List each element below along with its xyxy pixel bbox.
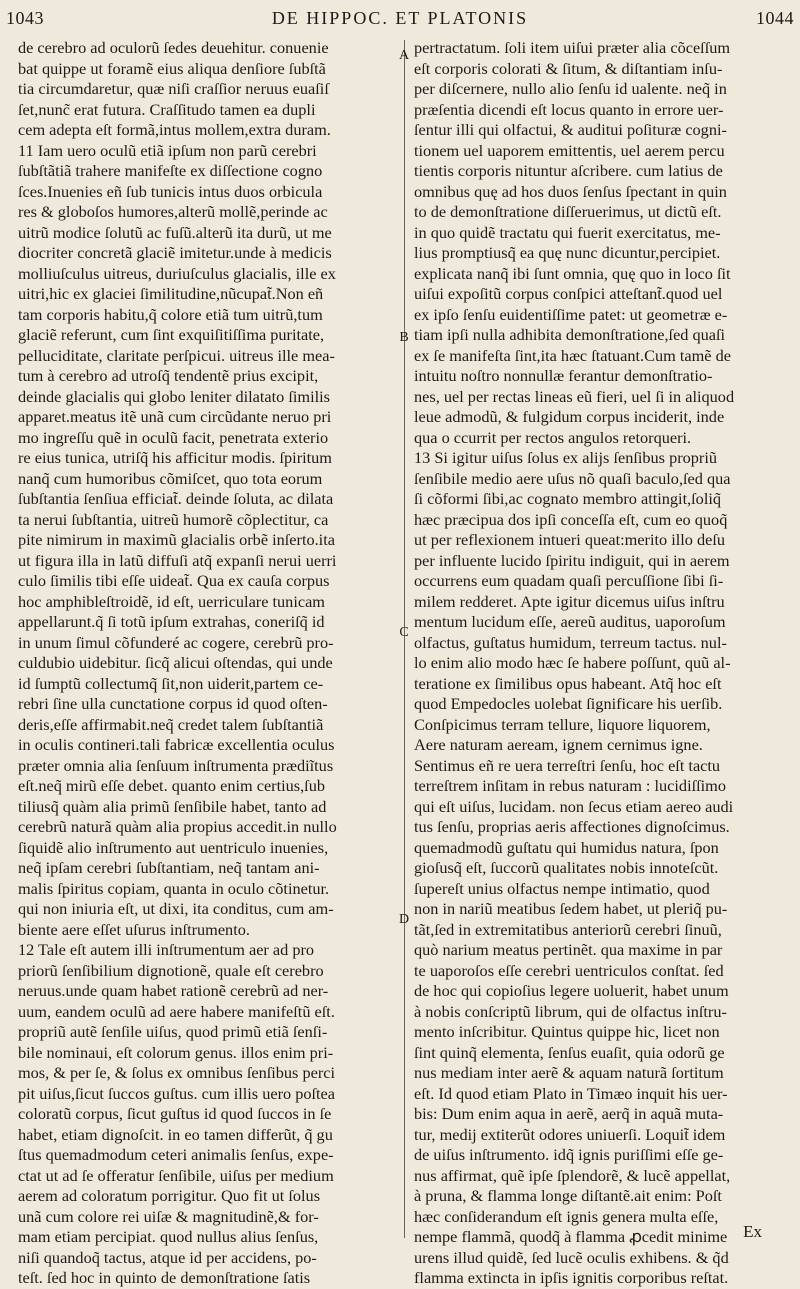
text-line: to de demonſtratione diſſeruerimus, ut dictũ eſt. [414, 202, 722, 221]
text-line: occurrens eum quadam quaſi percuſſione ſibi ſi- [414, 571, 724, 590]
text-line: mam etiam percipiat. quod nullus alius ſenſus, [18, 1227, 319, 1246]
text-line: in oculis contineri.tali fabricæ excellentia oculus [18, 735, 335, 754]
text-line: intuitu noſtro nonnullæ ferantur demonſtratio- [414, 366, 713, 385]
text-line: molliuſculus uitreus, duriuſculus glacialis, ille ex [18, 263, 336, 283]
text-line: tam corporis habitu,q̃ colore etiã tum uitrũ,tum [18, 304, 323, 324]
text-line: qui eſt uiſus, lucidam. non ſecus etiam aereo audi [414, 796, 734, 816]
text-line: ſubſtantia ſenſiua efficiat̃. deinde ſoluta, ac dilata [18, 489, 334, 508]
running-header [6, 8, 794, 34]
text-line: bile nominaui, eſt colorum genus. illos enim pri- [18, 1042, 334, 1062]
text-line: mento inſcribitur. Quintus quippe hic, licet non [414, 1022, 720, 1041]
text-line: neq̃ ipſam cerebri ſubſtantiam, neq̃ tantam ani- [18, 858, 320, 877]
page-number-right: 1044 [756, 8, 794, 28]
text-line: ſet,nunc̃ erat futura. Craſſitudo tamen ea dupli [18, 99, 316, 119]
text-line: ſubſtãtiã trahere manifeſte ex diſſectione cogno [18, 161, 323, 180]
text-line: ex ipſo ſenſu euidentiſſime patet: ut geometræ e- [414, 304, 728, 324]
text-line: tum à cerebro ad utroſq̃ tendentẽ prius excipit, [18, 366, 319, 385]
text-line: te uaporoſos eſſe cerebri uentriculos conſtat. ſed [414, 960, 724, 980]
text-line: præter omnia alia ſenſuum inſtrumenta prædiĩtus [18, 755, 334, 775]
text-line: pite nimirum in maximũ glacialis orbẽ inſerto.ita [18, 530, 335, 549]
text-line: olfactus, guſtatus humidum, terreum tactus. nul- [414, 632, 727, 652]
text-line: culo ſimilis tibi eſſe uideat̃. Qua ex cauſa corpus [18, 571, 330, 590]
text-line: deinde glacialis qui globo leniter dilatato ſimilis [18, 386, 330, 406]
text-line: teſt. ſed hoc in quinto de demonſtratione ſatis [18, 1268, 311, 1287]
text-line: tientis corporis nituntur aſcribere. cum latius de [414, 161, 723, 180]
text-line: tãt,ſed in extremitatibus anteriorũ cerebri ſinuũ, [414, 919, 722, 939]
text-line: pertractatum. ſoli item uiſui præter alia cõceſſum [414, 38, 731, 57]
text-line: tus ſenſu, proprias aeris affectiones dignoſcimus. [414, 817, 730, 836]
text-line: præſentia dicendi eſt locus quanto in errore uer- [414, 99, 724, 119]
text-line: culdubio uidebitur. ſicq̃ alicui oſtendas, qui unde [18, 653, 333, 672]
text-line: id ſumptũ collectumq̃ ſit,non uiderit,partem ce- [18, 673, 324, 693]
text-line: hoc amphibleſtroidẽ, id eſt, uerriculare tunicam [18, 591, 325, 611]
margin-letter-c: C [399, 625, 409, 640]
text-line: tiam ipſi nulla adhibita demonſtratione,ſed quaſi [414, 325, 726, 344]
text-line: aerem ad coloratum porrigitur. Quo fit ut ſolus [18, 1186, 321, 1205]
text-line: ex ſe manifeſta ſint,ita hæc ſtatuant.Cum tamẽ de [414, 345, 731, 365]
text-line: eſt.neq̃ mirũ eſſe debet. quanto enim certius,ſub [18, 776, 325, 795]
text-line: ſint quinq̃ elementa, ſenſus euaſit, quia odorũ ge [414, 1042, 725, 1062]
text-line: habet, etiam dignoſcit. in eo tamen differũt, q̃ gu [18, 1124, 333, 1144]
text-line: lius promptiusq̃ ea quę nunc dicuntur,percipiet. [414, 243, 721, 262]
text-line: nempe flammã, quodq̃ à flamma ꝓcedit minime [414, 1227, 728, 1246]
text-line: non in nariũ meatibus ſedem habet, ut pleriq̃ pu- [414, 899, 728, 918]
margin-letter-b: B [399, 330, 409, 345]
text-line: uiſui expoſitũ corpus conſpici atteſtant̃.quod uel [414, 284, 723, 303]
text-line: Sentimus eñ re uera terreſtri ſenſu, hoc eſt tactu [414, 755, 721, 775]
text-line: mos, & per ſe, & ſolus ex omnibus ſenſibus perci [18, 1063, 335, 1082]
text-line: ſiquidẽ alio inſtrumento aut uentriculo inuenies, [18, 837, 329, 857]
text-line: mo ingreſſu quẽ in oculũ facit, penetrata exterio [18, 427, 329, 447]
text-line: pit uiſus,ſicut ſuccos guſtus. cum illis uero poſtea [18, 1083, 335, 1103]
text-line: à nobis conſcriptũ librum, qui de olfactus inſtru- [414, 1001, 727, 1021]
text-line: in quo quidẽ tractatu qui fuerit exercitatus, me- [414, 222, 721, 242]
text-line: quemadmodũ guſtatu qui humidus natura, ſpon [414, 837, 719, 857]
text-line: malis ſpiritus copiam, quanta in oculo cõtinetur. [18, 878, 330, 898]
text-line: qui non iniuria eſt, ut dixi, ita conditus, cum am- [18, 899, 334, 918]
text-line: quò narium meatus pertinẽt. qua maxime in par [414, 940, 723, 959]
text-line: res & globoſos humores,alterũ mollẽ,perinde ac [18, 202, 328, 221]
text-line: tionem uel uaporem emittentis, uel aerem percu [414, 140, 725, 160]
text-line: cem adepta eſt formã,intus mollem,extra duram. [18, 120, 331, 139]
text-line: ctat ut ad ſe offeratur ſenſibile, uiſus per medium [18, 1165, 334, 1185]
text-line: de hoc qui copioſius legere uoluerit, habet unum [414, 981, 729, 1000]
text-line: tiliusq̃ quàm alia primũ ſenſibile habet, tanto ad [18, 796, 327, 816]
text-line: niſi quandoq̃ tactus, atque id per accidens, po- [18, 1247, 317, 1267]
text-line: uitri,hic ex glaciei ſimilitudine,nũcupat̃.Non eñ [18, 284, 324, 303]
text-line: de cerebro ad oculorũ ſedes deuehitur. conuenie [18, 38, 329, 57]
text-line: mentum lucidum eſſe, aereũ auditus, uaporoſum [414, 612, 726, 631]
text-line: uum, eandem oculũ ad aere habere manifeſtũ eſt. [18, 1001, 335, 1021]
text-line: ut per reflexionem intueri queat:merito illo deſu [414, 530, 726, 549]
catchword: Ex [743, 1222, 762, 1241]
text-line: hæc præcipua dos ipſi conceſſa eſt, cum eo quoq̃ [414, 509, 728, 529]
text-line: propriũ autẽ ſenſile uiſus, quod primũ etiã ſenſi- [18, 1022, 328, 1041]
text-line: nus mediam inter aerẽ & aquam naturã ſortitum [414, 1063, 724, 1082]
text-line: qua o ccurrit per rectos angulos retorqueri. [414, 427, 692, 447]
text-line: tur, medij extiterũt odores uniuerſi. Loquit̃ idem [414, 1124, 726, 1144]
text-line: ut figura illa in latũ diffuſi atq̃ expanſi nerui uerri [18, 550, 337, 570]
text-line: biente aere eſſet uſurus inſtrumento. [18, 919, 250, 939]
text-line: coloratũ corpus, ſicut guſtus id quod ſuccos in ſe [18, 1104, 332, 1123]
text-line: eſt. Id quod etiam Plato in Timæo inquit his uer- [414, 1083, 728, 1103]
text-line: teratione ex ſimilibus opus habeant. Atq̃ hoc eſt [414, 673, 722, 693]
text-line: hæc conſiderandum eſt ignis genera multa eſſe, [414, 1206, 719, 1226]
text-line: lo enim alio modo hæc ſe habere poſſunt, quũ al- [414, 653, 731, 672]
text-line: nes, uel per rectas lineas eũ fieri, uel ſi in aliquod [414, 386, 735, 406]
text-line: deris,eſſe affirmabit.neq̃ credet talem ſubſtantiã [18, 714, 324, 734]
text-line: de uiſus inſtrumento. idq̃ ignis puriſſimi eſſe ge- [414, 1145, 724, 1164]
text-line: ta nerui ſubſtantia, uitreũ humorẽ cõplectitur, ca [18, 509, 329, 529]
text-line: urens illud quidẽ, ſed lucẽ oculis exhibens. & q̃d [414, 1247, 729, 1267]
text-line: terreſtrem inſitam in rebus naturam : lucidiſſimo [414, 776, 726, 795]
text-line: neruus.unde quam habet rationẽ cerebrũ ad ner- [18, 981, 329, 1000]
text-line: glaciẽ referunt, cum ſint exquiſitiſſima puritate, [18, 325, 325, 344]
margin-letter-a: A [398, 48, 410, 63]
text-line: per influente lucido ſpiritu indiguit, qui in aerem [414, 550, 730, 570]
text-line: bat quippe ut foramẽ eius aliqua denſiore ſubſtã [18, 58, 326, 78]
text-line: ſtus quemadmodum ceteri animalis ſenſus, expe- [18, 1145, 334, 1164]
text-line: bis: Dum enim aqua in aerẽ, aerq̃ in aquã muta- [414, 1104, 724, 1123]
text-line: 12 Tale eſt autem illi inſtrumentum aer ad pro [18, 940, 315, 959]
text-line: Aere naturam aeream, ignem cernimus igne. [414, 735, 703, 754]
text-line: uitrũ modice ſolutũ ac fuſũ.alterũ ita durũ, ut me [18, 222, 332, 242]
text-line: diocriter concretã glaciẽ imitetur.unde à medicis [18, 243, 332, 262]
text-line: 13 Si igitur uiſus ſolus ex alijs ſenſibus propriũ [414, 448, 718, 467]
text-line: leue admodũ, & fulgidum corpus inciderit, inde [414, 407, 725, 426]
text-line: nus affirmat, quẽ ipſe ſplendorẽ, & lucẽ appellat, [414, 1165, 731, 1185]
text-line: explicata nanq̃ ibi ſunt omnia, quę quo in loco ſit [414, 263, 731, 283]
right-column [414, 38, 766, 1289]
text-line: unã cum colore rei uiſæ & magnitudinẽ,& for- [18, 1206, 319, 1226]
running-title: DE HIPPOC. ET PLATONIS [271, 8, 529, 28]
text-line: re eius tunica, utriſq̃ his afficitur modis. ſpiritum [18, 448, 332, 467]
text-line: tia circumdaretur, quæ niſi craſſior neruus euaſiſ [18, 79, 329, 98]
text-line: appellarunt.q̃ ſi totũ ipſum extrahas, coneriſq̃ id [18, 612, 325, 631]
text-line: pelluciditate, claritate perſpicui. uitreus ille mea- [18, 345, 335, 365]
text-line: gioſusq̃ eſt, ſuccorũ qualitates nobis innoteſcũt. [414, 858, 719, 877]
text-line: eſt corporis colorati & ſitum, & diſtantiam inſu- [414, 58, 723, 78]
text-line: Conſpicimus terram tellure, liquore liquorem, [414, 714, 711, 734]
text-line: ſentur illi qui olfactui, & auditui poſituræ cogni- [414, 120, 727, 139]
text-line: in unum ſimul cõfunderé ac cogere, cerebrũ pro- [18, 632, 334, 652]
text-line: per diſcernere, nullo alio ſenſu id ualente. neq̃ in [414, 79, 727, 98]
text-line: quod Empedocles uolebat ſignificare his uerſib. [414, 694, 723, 713]
text-line: flamma extincta in ipſis ignitis corporibus reſtat. [414, 1268, 729, 1287]
text-line: rebri ſine ulla cunctatione corpus id quod oſten- [18, 694, 328, 713]
text-line: 11 Iam uero oculũ etiã ipſum non parũ cerebri [18, 140, 317, 160]
margin-letter-d: D [398, 912, 410, 927]
text-line: omnibus quę ad hos duos ſenſus ſpectant in quin [414, 181, 727, 201]
text-line: apparet.meatus itẽ unã cum circũdante neruo pri [18, 407, 332, 426]
text-line: à pruna, & flamma longe diſtantẽ.ait enim: Poſt [414, 1186, 722, 1205]
text-line: ſenſibile medio aere uſus nõ quaſi baculo,ſed qua [414, 468, 731, 488]
text-line: ſi cõformi ſibi,ac cognato membro attingit,ſoliq̃ [414, 489, 722, 508]
page-number-left: 1043 [6, 8, 44, 28]
text-line: ſupereſt unius olfactus nempe intimatio, quod [414, 878, 710, 898]
left-column [18, 38, 386, 1289]
text-line: cerebrũ naturã quàm alia propius accedit.in nullo [18, 817, 337, 836]
text-line: milem redderet. Apte igitur dicemus uiſus inſtru [414, 591, 725, 611]
text-line: priorũ ſenſibilium dignotionẽ, quale eſt cerebro [18, 960, 324, 980]
text-line: nanq̃ cum humoribus cõmiſcet, quo tota eorum [18, 468, 323, 488]
text-line: ſces.Inuenies eñ ſub tunicis intus duos orbicula [18, 181, 323, 201]
